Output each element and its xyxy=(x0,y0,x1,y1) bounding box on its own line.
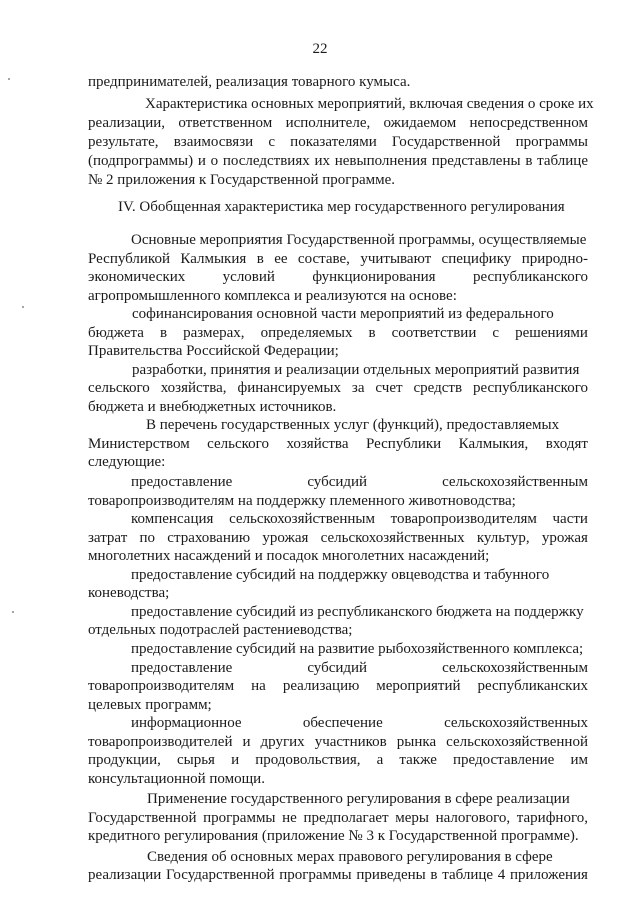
text-line: товаропроизводителям на реализацию мероприятий республиканских xyxy=(88,678,588,694)
text-line: Республикой Калмыкия в ее составе, учитывают специфику природно- xyxy=(88,251,588,267)
scan-artifact xyxy=(22,306,24,308)
text-line: предпринимателей, реализация товарного кумыса. xyxy=(88,74,411,90)
text-line: Характеристика основных мероприятий, включая сведения о сроке их xyxy=(145,96,594,112)
text-line: Министерством сельского хозяйства Республики Калмыкия, входят xyxy=(88,436,588,452)
text-line: многолетних насаждений и посадок многолетних насаждений; xyxy=(88,548,490,564)
text-line: бюджета и внебюджетных источников. xyxy=(88,399,337,415)
text-line: продукции, сырья и продовольствия, а также предоставление им xyxy=(88,752,588,768)
text-line: затрат по страхованию урожая сельскохозяйственных культур, урожая xyxy=(88,530,588,546)
text-line: информационное обеспечение сельскохозяйственных xyxy=(131,715,588,731)
text-line: товаропроизводителей и других участников рынка сельскохозяйственной xyxy=(88,734,588,750)
text-line: IV. Обобщенная характеристика мер государственного регулирования xyxy=(118,199,565,215)
text-line: Правительства Российской Федерации; xyxy=(88,343,339,359)
text-line: целевых программ; xyxy=(88,697,212,713)
text-line: коневодства; xyxy=(88,585,170,601)
text-line: (подпрограммы) и о последствиях их невыполнения представлены в таблице xyxy=(88,153,588,169)
text-line: агропромышленного комплекса и реализуются на основе: xyxy=(88,288,457,304)
text-line: результате, взаимосвязи с показателями Государственной программы xyxy=(88,134,588,150)
text-line: предоставление субсидий из республиканского бюджета на поддержку xyxy=(131,604,584,620)
text-line: консультационной помощи. xyxy=(88,771,265,787)
text-line: предоставление субсидий на поддержку овцеводства и табунного xyxy=(131,567,550,583)
text-line: Государственной программы не предполагает меры налогового, тарифного, xyxy=(88,810,588,826)
text-line: предоставление субсидий сельскохозяйственным xyxy=(131,660,588,676)
text-line: разработки, принятия и реализации отдельных мероприятий развития xyxy=(132,362,580,378)
page-number: 22 xyxy=(312,41,328,57)
text-line: Сведения об основных мерах правового регулирования в сфере xyxy=(147,849,553,865)
text-line: бюджета в размерах, определяемых в соответствии с решениями xyxy=(88,325,588,341)
scan-artifact xyxy=(8,78,10,80)
text-line: экономических условий функционирования республиканского xyxy=(88,269,588,285)
text-line: Основные мероприятия Государственной программы, осуществляемые xyxy=(131,232,587,248)
text-line: реализации, ответственном исполнителе, ожидаемом непосредственном xyxy=(88,115,588,131)
text-line: компенсация сельскохозяйственным товаропроизводителям части xyxy=(131,511,588,527)
text-line: товаропроизводителям на поддержку племенного животноводства; xyxy=(88,493,516,509)
text-line: № 2 приложения к Государственной программе. xyxy=(88,172,396,188)
text-line: софинансирования основной части мероприятий из федерального xyxy=(132,306,554,322)
text-line: реализации Государственной программы приведены в таблице 4 приложения xyxy=(88,867,588,883)
text-line: кредитного регулирования (приложение № 3 к Государственной программе). xyxy=(88,828,579,844)
text-line: отдельных подотраслей растениеводства; xyxy=(88,622,353,638)
text-line: сельского хозяйства, финансируемых за счет средств республиканского xyxy=(88,380,588,396)
text-line: В перечень государственных услуг (функций), предоставляемых xyxy=(146,417,560,433)
text-line: предоставление субсидий сельскохозяйственным xyxy=(131,474,588,490)
scan-artifact xyxy=(12,611,14,613)
text-line: Применение государственного регулирования в сфере реализации xyxy=(147,791,570,807)
text-line: следующие: xyxy=(88,454,166,470)
text-line: предоставление субсидий на развитие рыбохозяйственного комплекса; xyxy=(131,641,584,657)
